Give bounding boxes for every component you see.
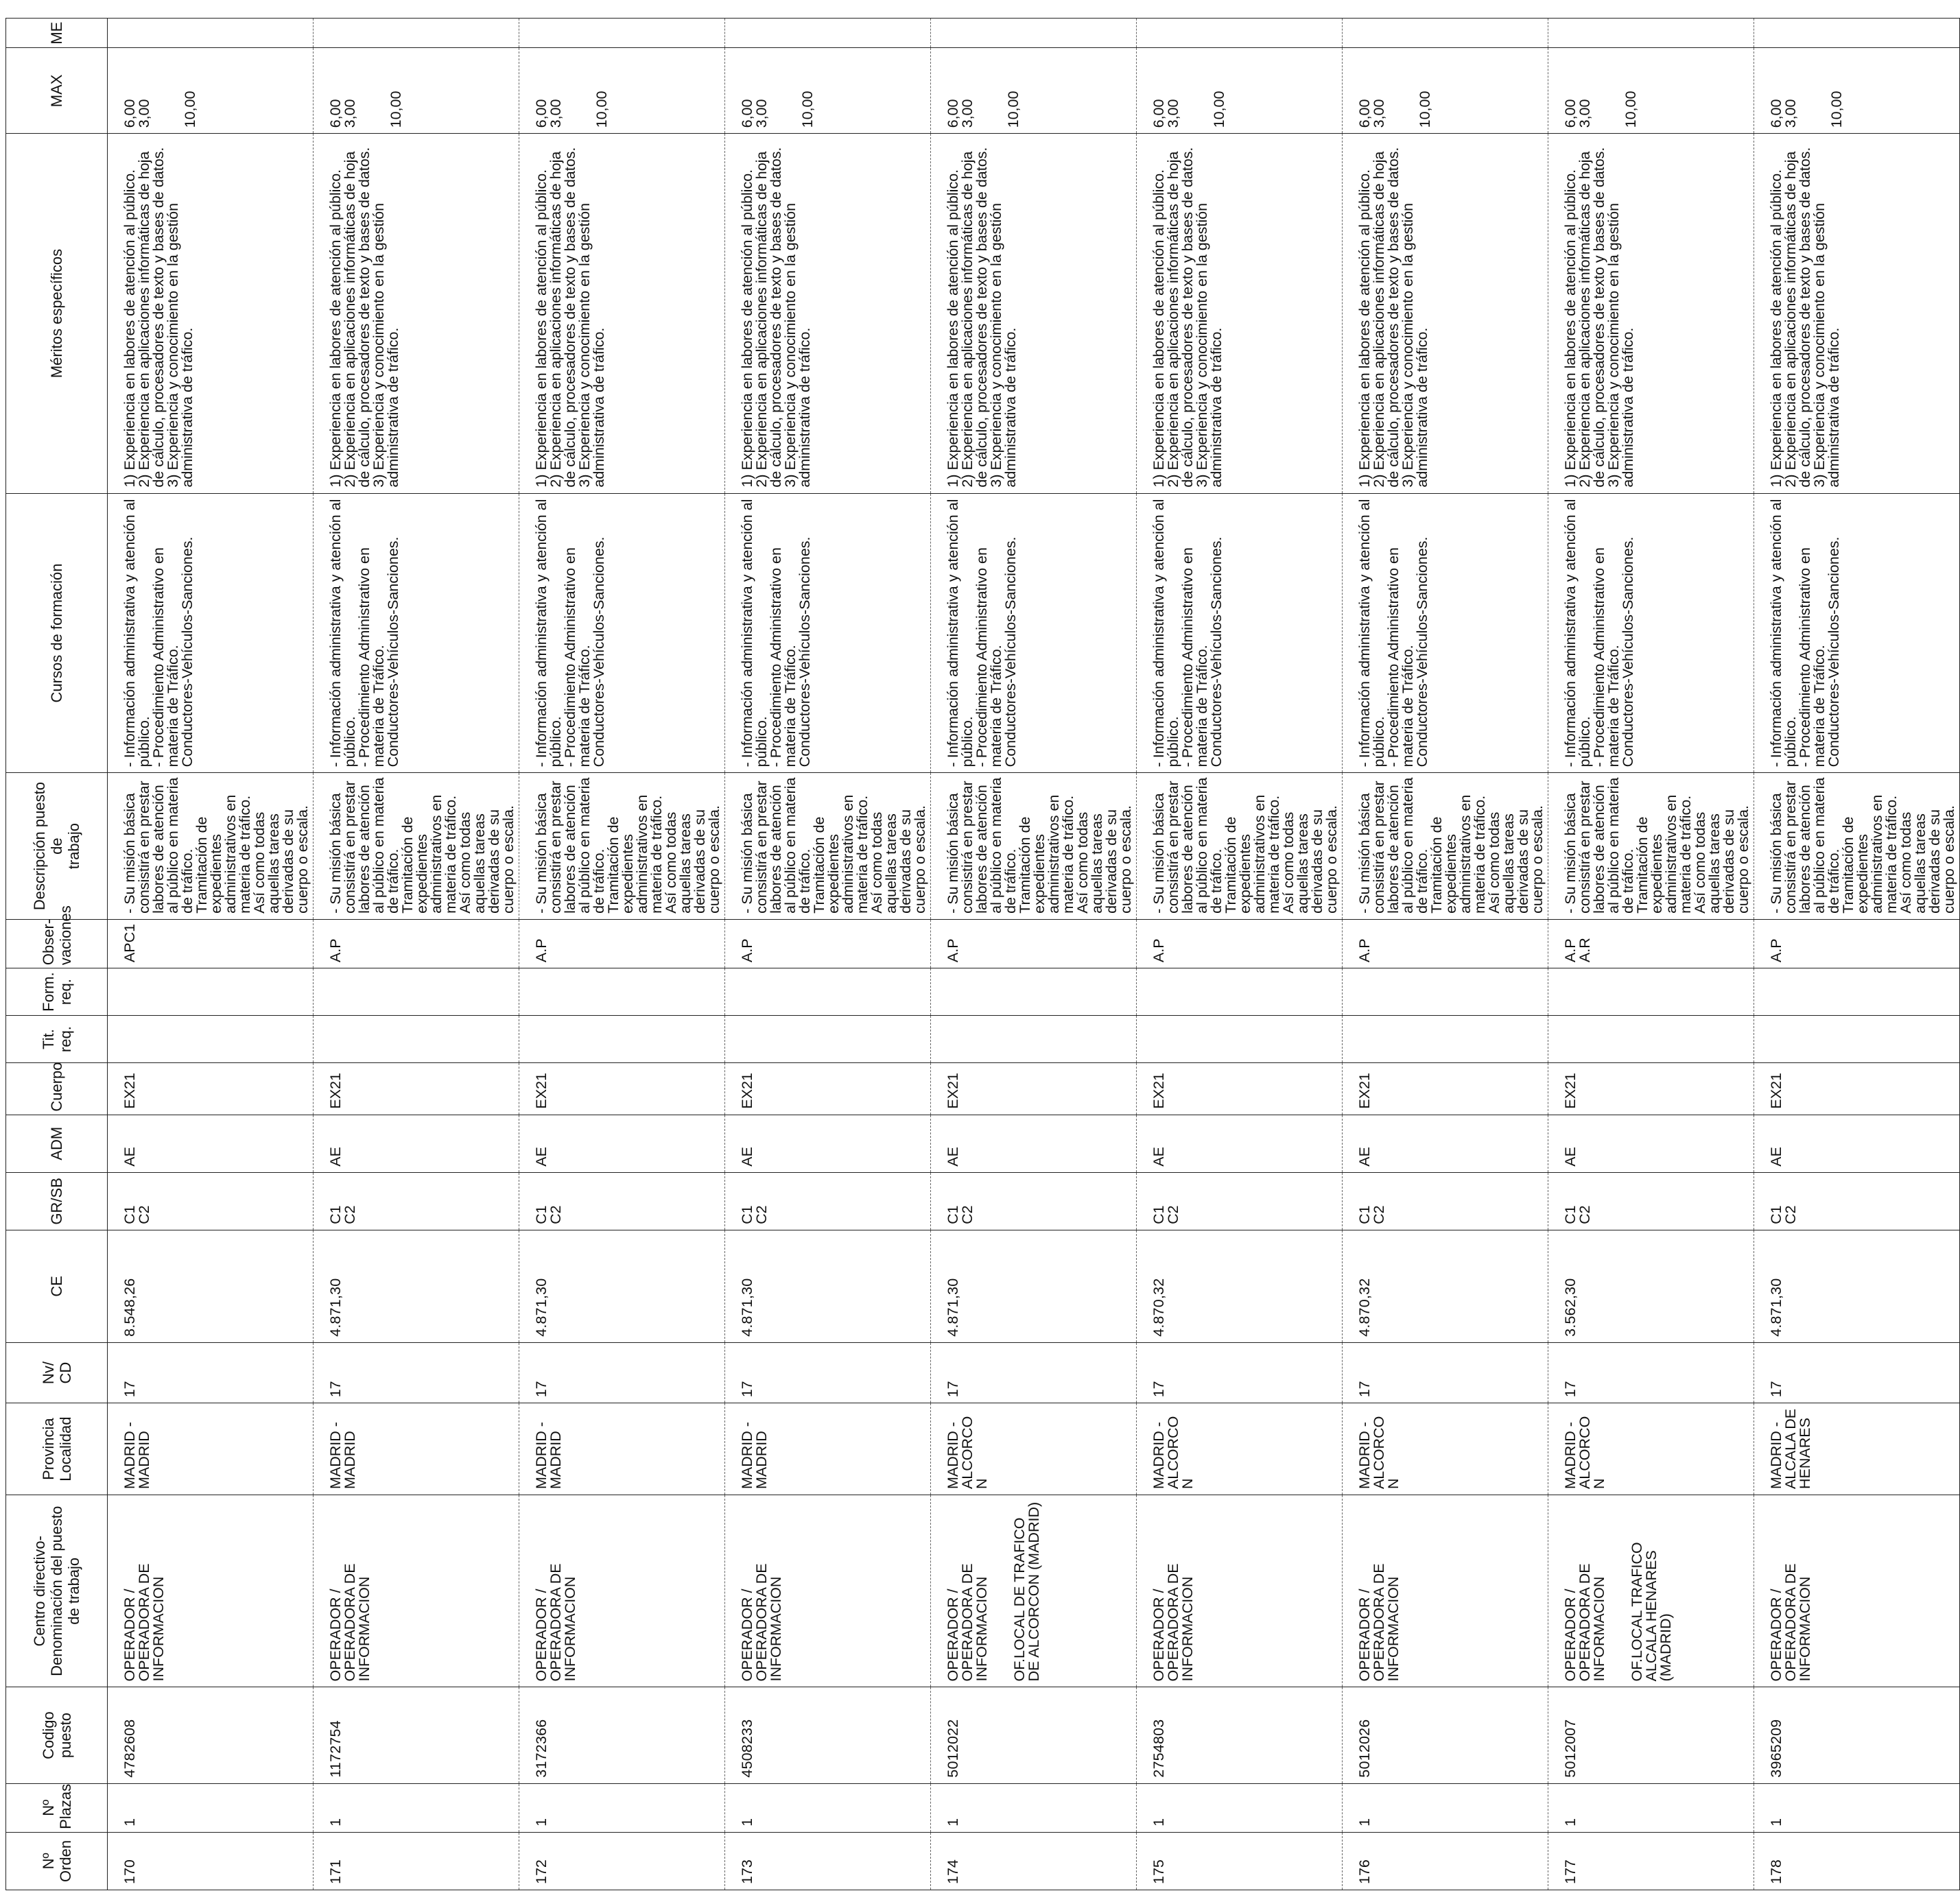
cell-descripcion: - Su misión básica consistirá en prestar labores de atención al público en materia de tráfico. Tramitación de expedientes administrativos en materia de tráfico. Así como todas aquellas tareas derivadas de su cuerpo o escala. [1548,773,1754,920]
max-value: 6,00 [121,99,138,128]
cell-adm: AE [314,1115,519,1172]
cell-provincia: MADRID - ALCORCON [1137,1403,1343,1495]
max-value: 3,00 [342,99,358,128]
header-cuerpo: Cuerpo [6,1063,108,1115]
table-row [1754,19,1960,1890]
position-name: OPERADOR / OPERADORA DE INFORMACION [1768,1563,1813,1682]
max-value: 6,00 [1150,99,1167,128]
header-ce: CE [6,1230,108,1342]
max-value: 6,00 [533,99,550,128]
cell-max [725,48,931,134]
header-provincia: Provincia Localidad [6,1403,108,1495]
cell-ce: 3.562,30 [1548,1230,1754,1342]
cell-obs: A.P [1754,919,1960,968]
cell-obs: A.P A.R [1548,919,1754,968]
cell-centro [108,1495,314,1687]
cell-codigo: 4508233 [725,1687,931,1783]
cell-obs: A.P [519,919,725,968]
header-codigo: Codigo puesto [6,1687,108,1783]
cell-cursos: - Información administrativa y atención al público. - Procedimiento Administrativo en materia de Tráfico. Conductores-Vehículos-Sanciones. [519,493,725,773]
cell-orden: 170 [108,1832,314,1890]
cell-plazas: 1 [1137,1783,1343,1832]
table-body [108,19,1960,1890]
cell-codigo: 5012026 [1343,1687,1548,1783]
cell-adm: AE [931,1115,1137,1172]
cell-form [519,968,725,1016]
cell-gr: C1 C2 [314,1172,519,1230]
job-positions-table [5,18,1960,1890]
position-name: OPERADOR / OPERADORA DE INFORMACION [533,1563,578,1682]
cell-gr: C1 C2 [1137,1172,1343,1230]
max-value: 6,00 [1562,99,1579,128]
cell-provincia: MADRID - MADRID [519,1403,725,1495]
header-descripcion: Descripción puesto de trabajo [6,773,108,920]
header-tit: Tit. req. [6,1016,108,1063]
max-value: 10,00 [1622,91,1639,128]
header-orden: Nº Orden [6,1832,108,1890]
cell-me [108,19,314,48]
cell-centro [725,1495,931,1687]
position-name: OPERADOR / OPERADORA DE INFORMACION [945,1563,990,1682]
cell-orden: 173 [725,1832,931,1890]
cell-gr: C1 C2 [108,1172,314,1230]
position-name: OPERADOR / OPERADORA DE INFORMACION [1356,1563,1402,1682]
cell-meritos: 1) Experiencia en labores de atención al público. 2) Experiencia en aplicaciones informáticas de hoja de cálculo, procesadores de texto y bases de datos. 3) Experiencia y conocimiento en la gestión administrativa de tráfico. [519,134,725,493]
table-row [1548,19,1754,1890]
cell-gr: C1 C2 [519,1172,725,1230]
cell-codigo: 1172754 [314,1687,519,1783]
cell-descripcion: - Su misión básica consistirá en prestar labores de atención al público en materia de tráfico. Tramitación de expedientes administrativos en materia de tráfico. Así como todas aquellas tareas derivadas de su cuerpo o escala. [1137,773,1343,920]
cell-plazas: 1 [1548,1783,1754,1832]
cell-orden: 171 [314,1832,519,1890]
cell-centro [1754,1495,1960,1687]
cell-nivel: 17 [931,1342,1137,1403]
cell-adm: AE [725,1115,931,1172]
header-max: MAX [6,48,108,134]
cell-provincia: MADRID - ALCORCON [1343,1403,1548,1495]
cell-form [725,968,931,1016]
cell-adm: AE [1137,1115,1343,1172]
cell-centro [519,1495,725,1687]
table-row [108,19,314,1890]
cell-form [1343,968,1548,1016]
table-row [314,19,519,1890]
cell-tit [725,1016,931,1063]
max-value: 6,00 [739,99,755,128]
cell-ce: 4.871,30 [1754,1230,1960,1342]
cell-ce: 4.871,30 [725,1230,931,1342]
cell-codigo: 3965209 [1754,1687,1960,1783]
max-value: 10,00 [1417,91,1433,128]
header-form: Form. req. [6,968,108,1016]
cell-meritos: 1) Experiencia en labores de atención al público. 2) Experiencia en aplicaciones informáticas de hoja de cálculo, procesadores de texto y bases de datos. 3) Experiencia y conocimiento en la gestión administrativa de tráfico. [725,134,931,493]
cell-ce: 4.870,32 [1137,1230,1343,1342]
cell-plazas: 1 [931,1783,1137,1832]
cell-centro [1548,1495,1754,1687]
cell-tit [1137,1016,1343,1063]
header-cursos: Cursos de formación [6,493,108,773]
cell-tit [108,1016,314,1063]
max-value: 3,00 [753,99,770,128]
cell-descripcion: - Su misión básica consistirá en prestar labores de atención al público en materia de tráfico. Tramitación de expedientes administrativos en materia de tráfico. Así como todas aquellas tareas derivadas de su cuerpo o escala. [931,773,1137,920]
cell-cuerpo: EX21 [519,1063,725,1115]
max-value: 10,00 [799,91,816,128]
cell-cuerpo: EX21 [108,1063,314,1115]
cell-orden: 178 [1754,1832,1960,1890]
cell-plazas: 1 [1754,1783,1960,1832]
cell-orden: 176 [1343,1832,1548,1890]
cell-orden: 175 [1137,1832,1343,1890]
cell-tit [1343,1016,1548,1063]
max-value: 10,00 [388,91,404,128]
cell-cursos: - Información administrativa y atención al público. - Procedimiento Administrativo en materia de Tráfico. Conductores-Vehículos-Sanciones. [931,493,1137,773]
cell-me [314,19,519,48]
cell-provincia: MADRID - ALCORCON [1548,1403,1754,1495]
cell-tit [314,1016,519,1063]
cell-me [931,19,1137,48]
cell-adm: AE [1548,1115,1754,1172]
cell-codigo: 5012022 [931,1687,1137,1783]
cell-plazas: 1 [314,1783,519,1832]
cell-max [931,48,1137,134]
cell-max [1343,48,1548,134]
cell-cursos: - Información administrativa y atención al público. - Procedimiento Administrativo en materia de Tráfico. Conductores-Vehículos-Sanciones. [108,493,314,773]
office-location: OF.LOCAL DE TRAFICO DE ALCORCON (MADRID) [1011,1501,1042,1682]
header-me: ME [6,19,108,48]
header-meritos: Méritos específicos [6,134,108,493]
cell-cursos: - Información administrativa y atención al público. - Procedimiento Administrativo en materia de Tráfico. Conductores-Vehículos-Sanciones. [1754,493,1960,773]
max-value: 3,00 [547,99,564,128]
cell-cuerpo: EX21 [931,1063,1137,1115]
cell-meritos: 1) Experiencia en labores de atención al público. 2) Experiencia en aplicaciones informáticas de hoja de cálculo, procesadores de texto y bases de datos. 3) Experiencia y conocimiento en la gestión administrativa de tráfico. [314,134,519,493]
cell-nivel: 17 [1548,1342,1754,1403]
cell-centro [931,1495,1137,1687]
cell-nivel: 17 [725,1342,931,1403]
cell-cuerpo: EX21 [314,1063,519,1115]
cell-cuerpo: EX21 [1548,1063,1754,1115]
max-value: 10,00 [1211,91,1227,128]
cell-orden: 174 [931,1832,1137,1890]
cell-plazas: 1 [725,1783,931,1832]
cell-meritos: 1) Experiencia en labores de atención al público. 2) Experiencia en aplicaciones informáticas de hoja de cálculo, procesadores de texto y bases de datos. 3) Experiencia y conocimiento en la gestión administrativa de tráfico. [931,134,1137,493]
cell-max [314,48,519,134]
cell-nivel: 17 [108,1342,314,1403]
header-gr: GR/SB [6,1172,108,1230]
cell-centro [1343,1495,1548,1687]
cell-obs: A.P [314,919,519,968]
cell-tit [1548,1016,1754,1063]
cell-ce: 4.871,30 [519,1230,725,1342]
max-value: 10,00 [1828,91,1845,128]
table-row [1343,19,1548,1890]
cell-cursos: - Información administrativa y atención al público. - Procedimiento Administrativo en materia de Tráfico. Conductores-Vehículos-Sanciones. [314,493,519,773]
cell-cuerpo: EX21 [725,1063,931,1115]
cell-nivel: 17 [1754,1342,1960,1403]
max-value: 6,00 [1768,99,1784,128]
table-row [1137,19,1343,1890]
cell-cuerpo: EX21 [1754,1063,1960,1115]
cell-me [1754,19,1960,48]
cell-provincia: MADRID - MADRID [725,1403,931,1495]
cell-meritos: 1) Experiencia en labores de atención al público. 2) Experiencia en aplicaciones informáticas de hoja de cálculo, procesadores de texto y bases de datos. 3) Experiencia y conocimiento en la gestión administrativa de tráfico. [1137,134,1343,493]
position-name: OPERADOR / OPERADORA DE INFORMACION [327,1563,373,1682]
header-row [6,19,108,1890]
cell-adm: AE [1343,1115,1548,1172]
cell-plazas: 1 [519,1783,725,1832]
cell-meritos: 1) Experiencia en labores de atención al público. 2) Experiencia en aplicaciones informáticas de hoja de cálculo, procesadores de texto y bases de datos. 3) Experiencia y conocimiento en la gestión administrativa de tráfico. [1548,134,1754,493]
max-value: 10,00 [182,91,198,128]
cell-ce: 8.548,26 [108,1230,314,1342]
cell-me [725,19,931,48]
position-name: OPERADOR / OPERADORA DE INFORMACION [121,1563,167,1682]
cell-orden: 177 [1548,1832,1754,1890]
cell-tit [1754,1016,1960,1063]
cell-meritos: 1) Experiencia en labores de atención al público. 2) Experiencia en aplicaciones informáticas de hoja de cálculo, procesadores de texto y bases de datos. 3) Experiencia y conocimiento en la gestión administrativa de tráfico. [1343,134,1548,493]
cell-descripcion: - Su misión básica consistirá en prestar labores de atención al público en materia de tráfico. Tramitación de expedientes administrativos en materia de tráfico. Así como todas aquellas tareas derivadas de su cuerpo o escala. [519,773,725,920]
cell-provincia: MADRID - ALCALA DE HENARES [1754,1403,1960,1495]
cell-codigo: 4782608 [108,1687,314,1783]
cell-obs: APC1 [108,919,314,968]
cell-max [108,48,314,134]
max-value: 3,00 [959,99,976,128]
max-value: 3,00 [1165,99,1181,128]
cell-form [314,968,519,1016]
max-value: 6,00 [1356,99,1373,128]
cell-obs: A.P [931,919,1137,968]
table-row [931,19,1137,1890]
cell-gr: C1 C2 [1754,1172,1960,1230]
cell-adm: AE [1754,1115,1960,1172]
position-name: OPERADOR / OPERADORA DE INFORMACION [739,1563,784,1682]
cell-centro [1137,1495,1343,1687]
cell-nivel: 17 [1137,1342,1343,1403]
cell-me [519,19,725,48]
cell-obs: A.P [725,919,931,968]
cell-descripcion: - Su misión básica consistirá en prestar labores de atención al público en materia de tráfico. Tramitación de expedientes administrativos en materia de tráfico. Así como todas aquellas tareas derivadas de su cuerpo o escala. [725,773,931,920]
cell-form [931,968,1137,1016]
cell-codigo: 5012007 [1548,1687,1754,1783]
cell-max [1137,48,1343,134]
cell-cuerpo: EX21 [1137,1063,1343,1115]
cell-tit [931,1016,1137,1063]
cell-cursos: - Información administrativa y atención al público. - Procedimiento Administrativo en materia de Tráfico. Conductores-Vehículos-Sanciones. [1137,493,1343,773]
cell-centro [314,1495,519,1687]
cell-provincia: MADRID - ALCORCON [931,1403,1137,1495]
cell-provincia: MADRID - MADRID [314,1403,519,1495]
cell-provincia: MADRID - MADRID [108,1403,314,1495]
max-value: 3,00 [1577,99,1593,128]
cell-form [1548,968,1754,1016]
cell-me [1343,19,1548,48]
header-adm: ADM [6,1115,108,1172]
cell-form [1754,968,1960,1016]
table-row [725,19,931,1890]
max-value: 6,00 [945,99,961,128]
cell-descripcion: - Su misión básica consistirá en prestar labores de atención al público en materia de tráfico. Tramitación de expedientes administrativos en materia de tráfico. Así como todas aquellas tareas derivadas de su cuerpo o escala. [1754,773,1960,920]
cell-cursos: - Información administrativa y atención al público. - Procedimiento Administrativo en materia de Tráfico. Conductores-Vehículos-Sanciones. [1548,493,1754,773]
cell-nivel: 17 [519,1342,725,1403]
cell-obs: A.P [1137,919,1343,968]
cell-adm: AE [108,1115,314,1172]
cell-max [519,48,725,134]
cell-ce: 4.871,30 [314,1230,519,1342]
cell-gr: C1 C2 [1548,1172,1754,1230]
job-table-container [5,18,1957,1890]
cell-orden: 172 [519,1832,725,1890]
cell-max [1548,48,1754,134]
cell-ce: 4.870,32 [1343,1230,1548,1342]
cell-gr: C1 C2 [1343,1172,1548,1230]
max-value: 3,00 [136,99,152,128]
cell-descripcion: - Su misión básica consistirá en prestar labores de atención al público en materia de tráfico. Tramitación de expedientes administrativos en materia de tráfico. Así como todas aquellas tareas derivadas de su cuerpo o escala. [108,773,314,920]
cell-descripcion: - Su misión básica consistirá en prestar labores de atención al público en materia de tráfico. Tramitación de expedientes administrativos en materia de tráfico. Así como todas aquellas tareas derivadas de su cuerpo o escala. [1343,773,1548,920]
cell-nivel: 17 [1343,1342,1548,1403]
max-value: 10,00 [593,91,610,128]
header-centro: Centro directivo- Denominación del puesto de trabajo [6,1495,108,1687]
cell-gr: C1 C2 [725,1172,931,1230]
cell-max [1754,48,1960,134]
max-value: 3,00 [1782,99,1799,128]
cell-cursos: - Información administrativa y atención al público. - Procedimiento Administrativo en materia de Tráfico. Conductores-Vehículos-Sanciones. [1343,493,1548,773]
cell-codigo: 2754803 [1137,1687,1343,1783]
cell-descripcion: - Su misión básica consistirá en prestar labores de atención al público en materia de tráfico. Tramitación de expedientes administrativos en materia de tráfico. Así como todas aquellas tareas derivadas de su cuerpo o escala. [314,773,519,920]
cell-form [108,968,314,1016]
header-obs: Obser- vaciones [6,919,108,968]
table-row [519,19,725,1890]
header-plazas: Nº Plazas [6,1783,108,1832]
cell-plazas: 1 [1343,1783,1548,1832]
office-location: OF.LOCAL TRAFICO ALCALA HENARES (MADRID) [1629,1542,1674,1682]
cell-meritos: 1) Experiencia en labores de atención al público. 2) Experiencia en aplicaciones informáticas de hoja de cálculo, procesadores de texto y bases de datos. 3) Experiencia y conocimiento en la gestión administrativa de tráfico. [1754,134,1960,493]
cell-nivel: 17 [314,1342,519,1403]
cell-me [1548,19,1754,48]
cell-tit [519,1016,725,1063]
cell-form [1137,968,1343,1016]
position-name: OPERADOR / OPERADORA DE INFORMACION [1562,1563,1607,1682]
cell-cuerpo: EX21 [1343,1063,1548,1115]
cell-ce: 4.871,30 [931,1230,1137,1342]
cell-adm: AE [519,1115,725,1172]
cell-cursos: - Información administrativa y atención al público. - Procedimiento Administrativo en materia de Tráfico. Conductores-Vehículos-Sanciones. [725,493,931,773]
cell-meritos: 1) Experiencia en labores de atención al público. 2) Experiencia en aplicaciones informáticas de hoja de cálculo, procesadores de texto y bases de datos. 3) Experiencia y conocimiento en la gestión administrativa de tráfico. [108,134,314,493]
position-name: OPERADOR / OPERADORA DE INFORMACION [1150,1563,1196,1682]
max-value: 6,00 [327,99,344,128]
cell-gr: C1 C2 [931,1172,1137,1230]
header-nivel: Nv/ CD [6,1342,108,1403]
cell-codigo: 3172366 [519,1687,725,1783]
cell-me [1137,19,1343,48]
max-value: 10,00 [1005,91,1022,128]
cell-obs: A.P [1343,919,1548,968]
max-value: 3,00 [1371,99,1387,128]
cell-plazas: 1 [108,1783,314,1832]
